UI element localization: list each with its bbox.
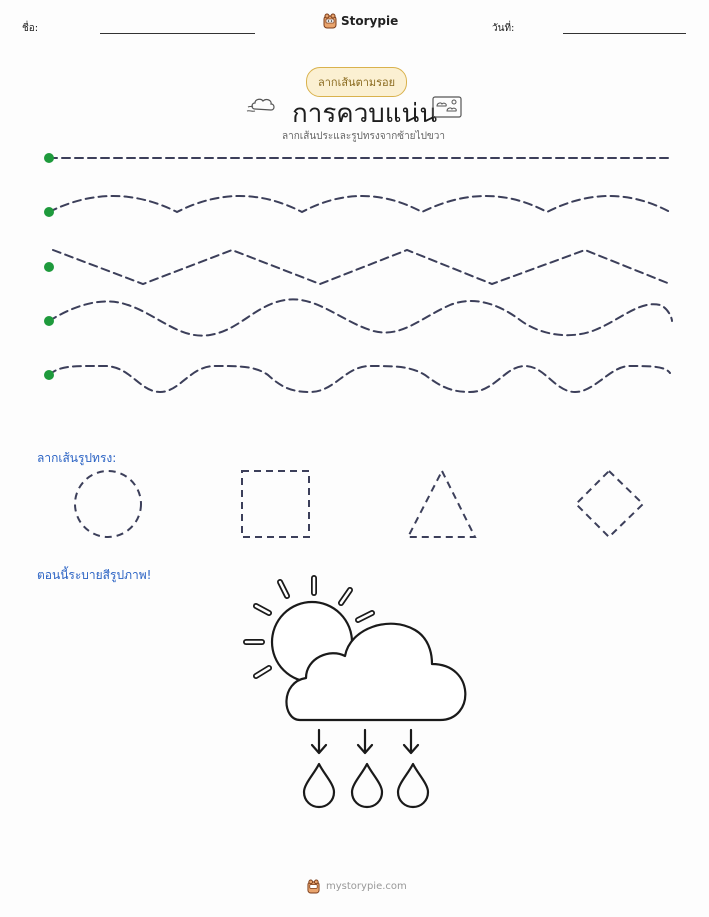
trace-line-sine-waves [49,299,672,335]
trace-square [242,471,309,537]
trace-diamond [576,471,643,537]
trace-line-zigzag [53,250,670,284]
date-label: วันที่: [492,23,515,34]
start-dot-4 [44,316,54,326]
date-line [563,33,686,34]
start-dot-2 [44,207,54,217]
page-title: การควบแน่น [292,99,438,129]
tracing-shapes [0,465,709,545]
page-subtitle: ลากเส้นประและรูปทรงจากซ้ายไปขวา [282,131,445,142]
brand-name: Storypie [341,14,399,28]
trace-circle [75,471,141,537]
trace-line-flat-top-waves [49,366,670,392]
storypie-logo-icon [307,879,320,894]
activity-badge: ลากเส้นตามรอย [306,67,407,97]
footer [307,879,407,894]
name-label: ชื่อ: [22,23,39,34]
sun-cloud-rain-icon [230,570,480,815]
storypie-logo-icon [323,13,337,29]
coloring-heading: ตอนนี้ระบายสีรูปภาพ! [37,568,152,582]
steam-cloud-icon [245,93,279,117]
start-dot-3 [44,262,54,272]
header-brand [323,13,398,29]
trace-line-arc-waves [49,196,670,212]
window-clouds-icon [432,96,462,118]
shapes-heading: ลากเส้นรูปทรง: [37,451,117,465]
tracing-lines [0,145,709,395]
footer-site: mystorypie.com [326,881,407,892]
trace-triangle [408,471,475,537]
start-dot-5 [44,370,54,380]
start-dot-1 [44,153,54,163]
name-line [100,33,255,34]
